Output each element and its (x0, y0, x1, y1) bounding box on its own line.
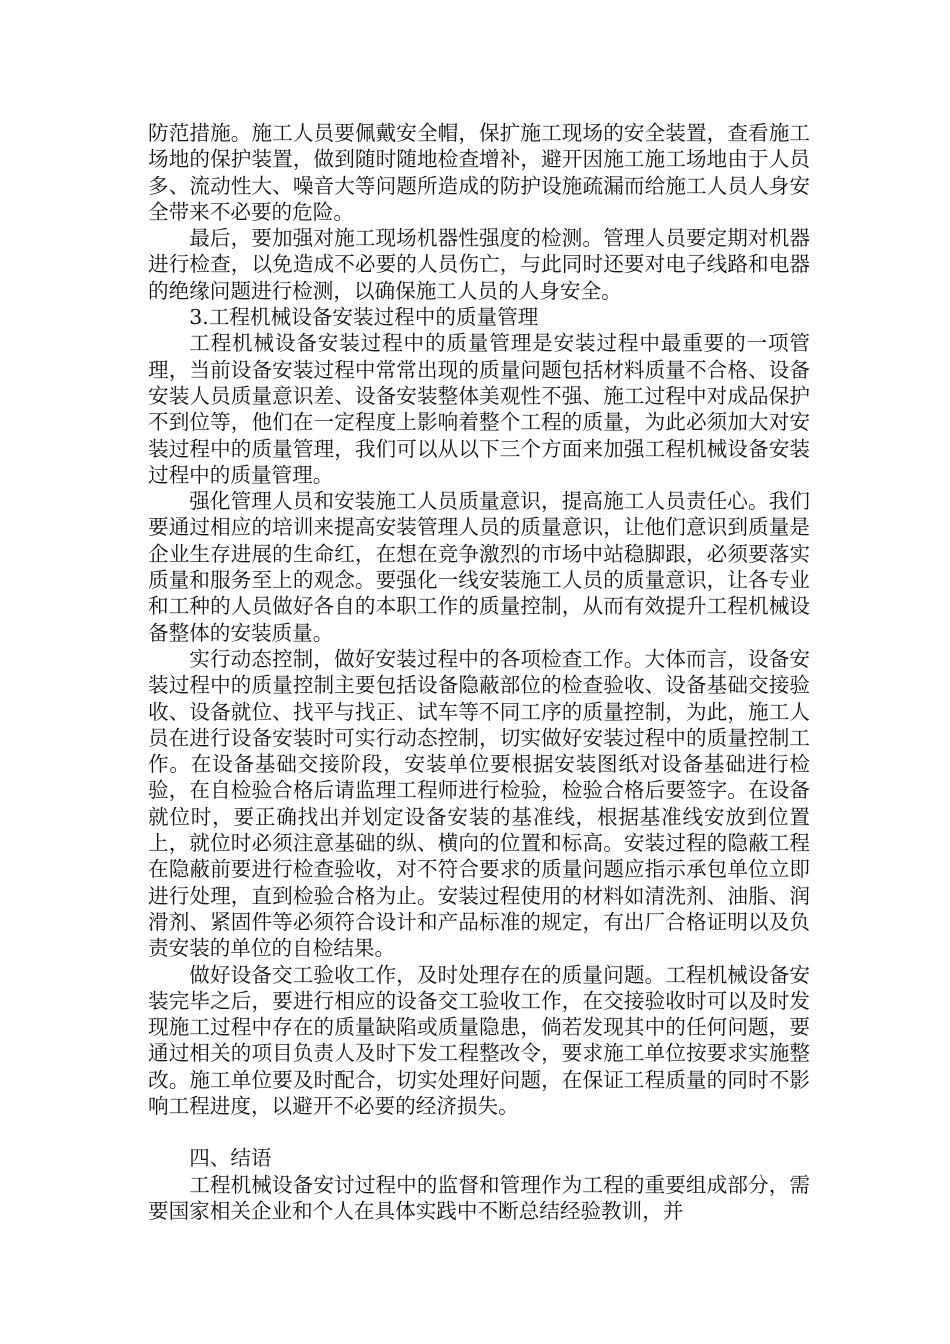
paragraph-dynamic-control: 实行动态控制，做好安装过程中的各项检查工作。大体而言，设备安装过程中的质量控制主要包括设备隐蔽部位的检查验收、设备基础交接验收、设备就位、找平与找正、试车等不同工序的质量控制，为此，施工人员在进行设备安装时可实行动态控制，切实做好安装过程中的质量控制工作。在设备基础交接阶段，安装单位要根据安装图纸对设备基础进行检验，在自检验合格后请监理工程师进行检验，检验合格后要签字。在设备就位时，要正确找出并划定设备安装的基准线，根据基准线安放到位置上，就位时必须注意基础的纵、横向的位置和标高。安装过程的隐蔽工程在隐蔽前要进行检查验收，对不符合要求的质量问题应指示承包单位立即进行处理，直到检验合格为止。安装过程使用的材料如清洗剂、油脂、润滑剂、紧固件等必须符合设计和产品标准的规定，有出厂合格证明以及负责安装的单位的自检结果。 (148, 646, 810, 961)
section-heading-quality-management: 3.工程机械设备安装过程中的质量管理 (189, 305, 539, 330)
paragraph-acceptance: 做好设备交工验收工作，及时处理存在的质量问题。工程机械设备安装完毕之后，要进行相应的设备交工验收工作，在交接验收时可以及时发现施工过程中存在的质量缺陷或质量隐患，倘若发现其中的任何问题，要通过相关的项目负责人及时下发工程整改令，要求施工单位按要求实施整改。施工单位要及时配合，切实处理好问题，在保证工程质量的同时不影响工程进度，以避开不必要的经济损失。 (148, 962, 810, 1118)
paragraph-machine-inspection: 最后，要加强对施工现场机器性强度的检测。管理人员要定期对机器进行检查，以免造成不必要的人员伤亡，与此同时还要对电子线路和电器的绝缘问题进行检测，以确保施工人员的人身安全。 (148, 226, 810, 303)
document-body (148, 120, 810, 1224)
section-heading-conclusion: 四、结语 (189, 1146, 272, 1171)
paragraph-quality-awareness: 强化管理人员和安装施工人员质量意识，提高施工人员责任心。我们要通过相应的培训来提高安装管理人员的质量意识，让他们意识到质量是企业生存进展的生命红，在想在竞争激烈的市场中站稳脚跟，必须要落实质量和服务至上的观念。要强化一线安装施工人员的质量意识，让各专业和工种的人员做好各自的本职工作的质量控制，从而有效提升工程机械设备整体的安装质量。 (148, 489, 810, 645)
paragraph-quality-overview: 工程机械设备安装过程中的质量管理是安装过程中最重要的一项管理，当前设备安装过程中常常出现的质量问题包括材料质量不合格、设备安装人员质量意识差、设备安装整体美观性不强、施工过程中对成品保护不到位等，他们在一定程度上影响着整个工程的质量，为此必须加大对安装过程中的质量管理，我们可以从以下三个方面来加强工程机械设备安装过程中的质量管理。 (148, 331, 810, 487)
section-gap (148, 1119, 810, 1145)
paragraph-conclusion: 工程机械设备安讨过程中的监督和管理作为工程的重要组成部分，需要国家相关企业和个人在具体实践中不断总结经验教训，并 (148, 1172, 810, 1223)
paragraph-safety-measures: 防范措施。施工人员要佩戴安全帽，保扩施工现场的安全装置，查看施工场地的保护装置，做到随时随地检查增补，避开因施工施工场地由于人员多、流动性大、噪音大等问题所造成的防护设施疏漏而给施工人员人身安全带来不必要的危险。 (148, 121, 810, 224)
